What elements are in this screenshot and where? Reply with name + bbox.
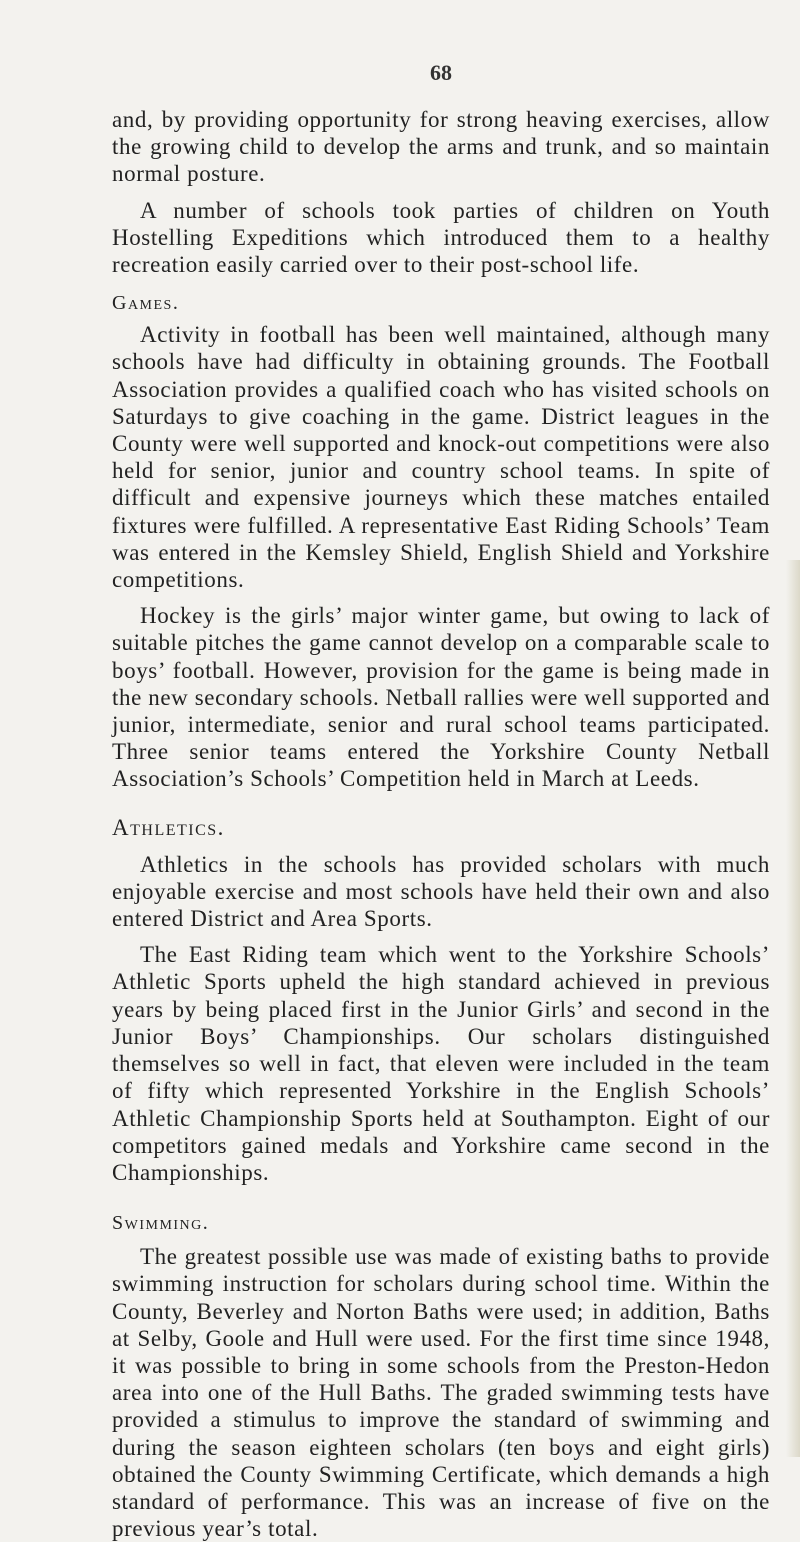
- swimming-heading: Swimming.: [112, 1212, 210, 1235]
- intro-paragraph: and, by providing opportunity for strong heaving exercises, allow the growing child to develop the arms and trunk, and so maintain normal posture.: [112, 107, 770, 187]
- hockey-paragraph: Hockey is the girls’ major winter game, but owing to lack of suitable pitches the game cannot develop on a comparable scale to boys’ football. However, provision for the game is being made in the new secondary schools. Netball rallies were well supported and junior, intermediate, senior and rural school teams participated. Three senior teams entered the Yorkshire County Netball Association’s Schools’ Competition held in March at Leeds.: [112, 603, 770, 792]
- athletics-paragraph-1: Athletics in the schools has provided scholars with much enjoyable exercise and most schools have held their own and also entered District and Area Sports.: [112, 851, 770, 932]
- document-page: [112, 60, 770, 1542]
- swimming-paragraph: The greatest possible use was made of existing baths to provide swimming instruction for scholars during school time. Within the County, Beverley and Norton Baths were used; in addition, Baths at Selby, Goole and Hull were used. For the first time since 1948, it was possible to bring in some schools from the Preston-Hedon area into one of the Hull Baths. The graded swimming tests have provided a stimulus to improve the standard of swimming and during the season eighteen scholars (ten boys and eight girls) obtained the County Swimming Certificate, which demands a high standard of performance. This was an increase of five on the previous year’s total.: [112, 1244, 770, 1542]
- football-paragraph: Activity in football has been well maintained, although many schools have had difficulty in obtaining grounds. The Football Association provides a qualified coach who has visited schools on Saturdays to give coaching in the game. District leagues in the County were well supported and knock-out competitions were also held for senior, junior and country school teams. In spite of difficult and expensive journeys which these matches entailed fixtures were fulfilled. A representative East Riding Schools’ Team was entered in the Kemsley Shield, English Shield and Yorkshire competitions.: [112, 322, 770, 593]
- games-heading: Games.: [112, 292, 180, 315]
- page-edge-shadow: [786, 560, 800, 1457]
- athletics-paragraph-2: The East Riding team which went to the Yorkshire Schools’ Athletic Sports upheld the high standard achieved in previous years by being placed first in the Junior Girls’ and second in the Junior Boys’ Championships. Our scholars distinguished themselves so well in fact, that eleven were included in the team of fifty which represented Yorkshire in the English Schools’ Athletic Championship Sports held at Southampton. Eight of our competitors gained medals and Yorkshire came second in the Championships.: [112, 942, 770, 1185]
- hostelling-paragraph: A number of schools took parties of children on Youth Hostelling Expeditions which introduced them to a healthy recreation easily carried over to their post-school life.: [112, 197, 770, 278]
- athletics-heading: Athletics.: [112, 814, 225, 840]
- page-number: 68: [430, 60, 452, 85]
